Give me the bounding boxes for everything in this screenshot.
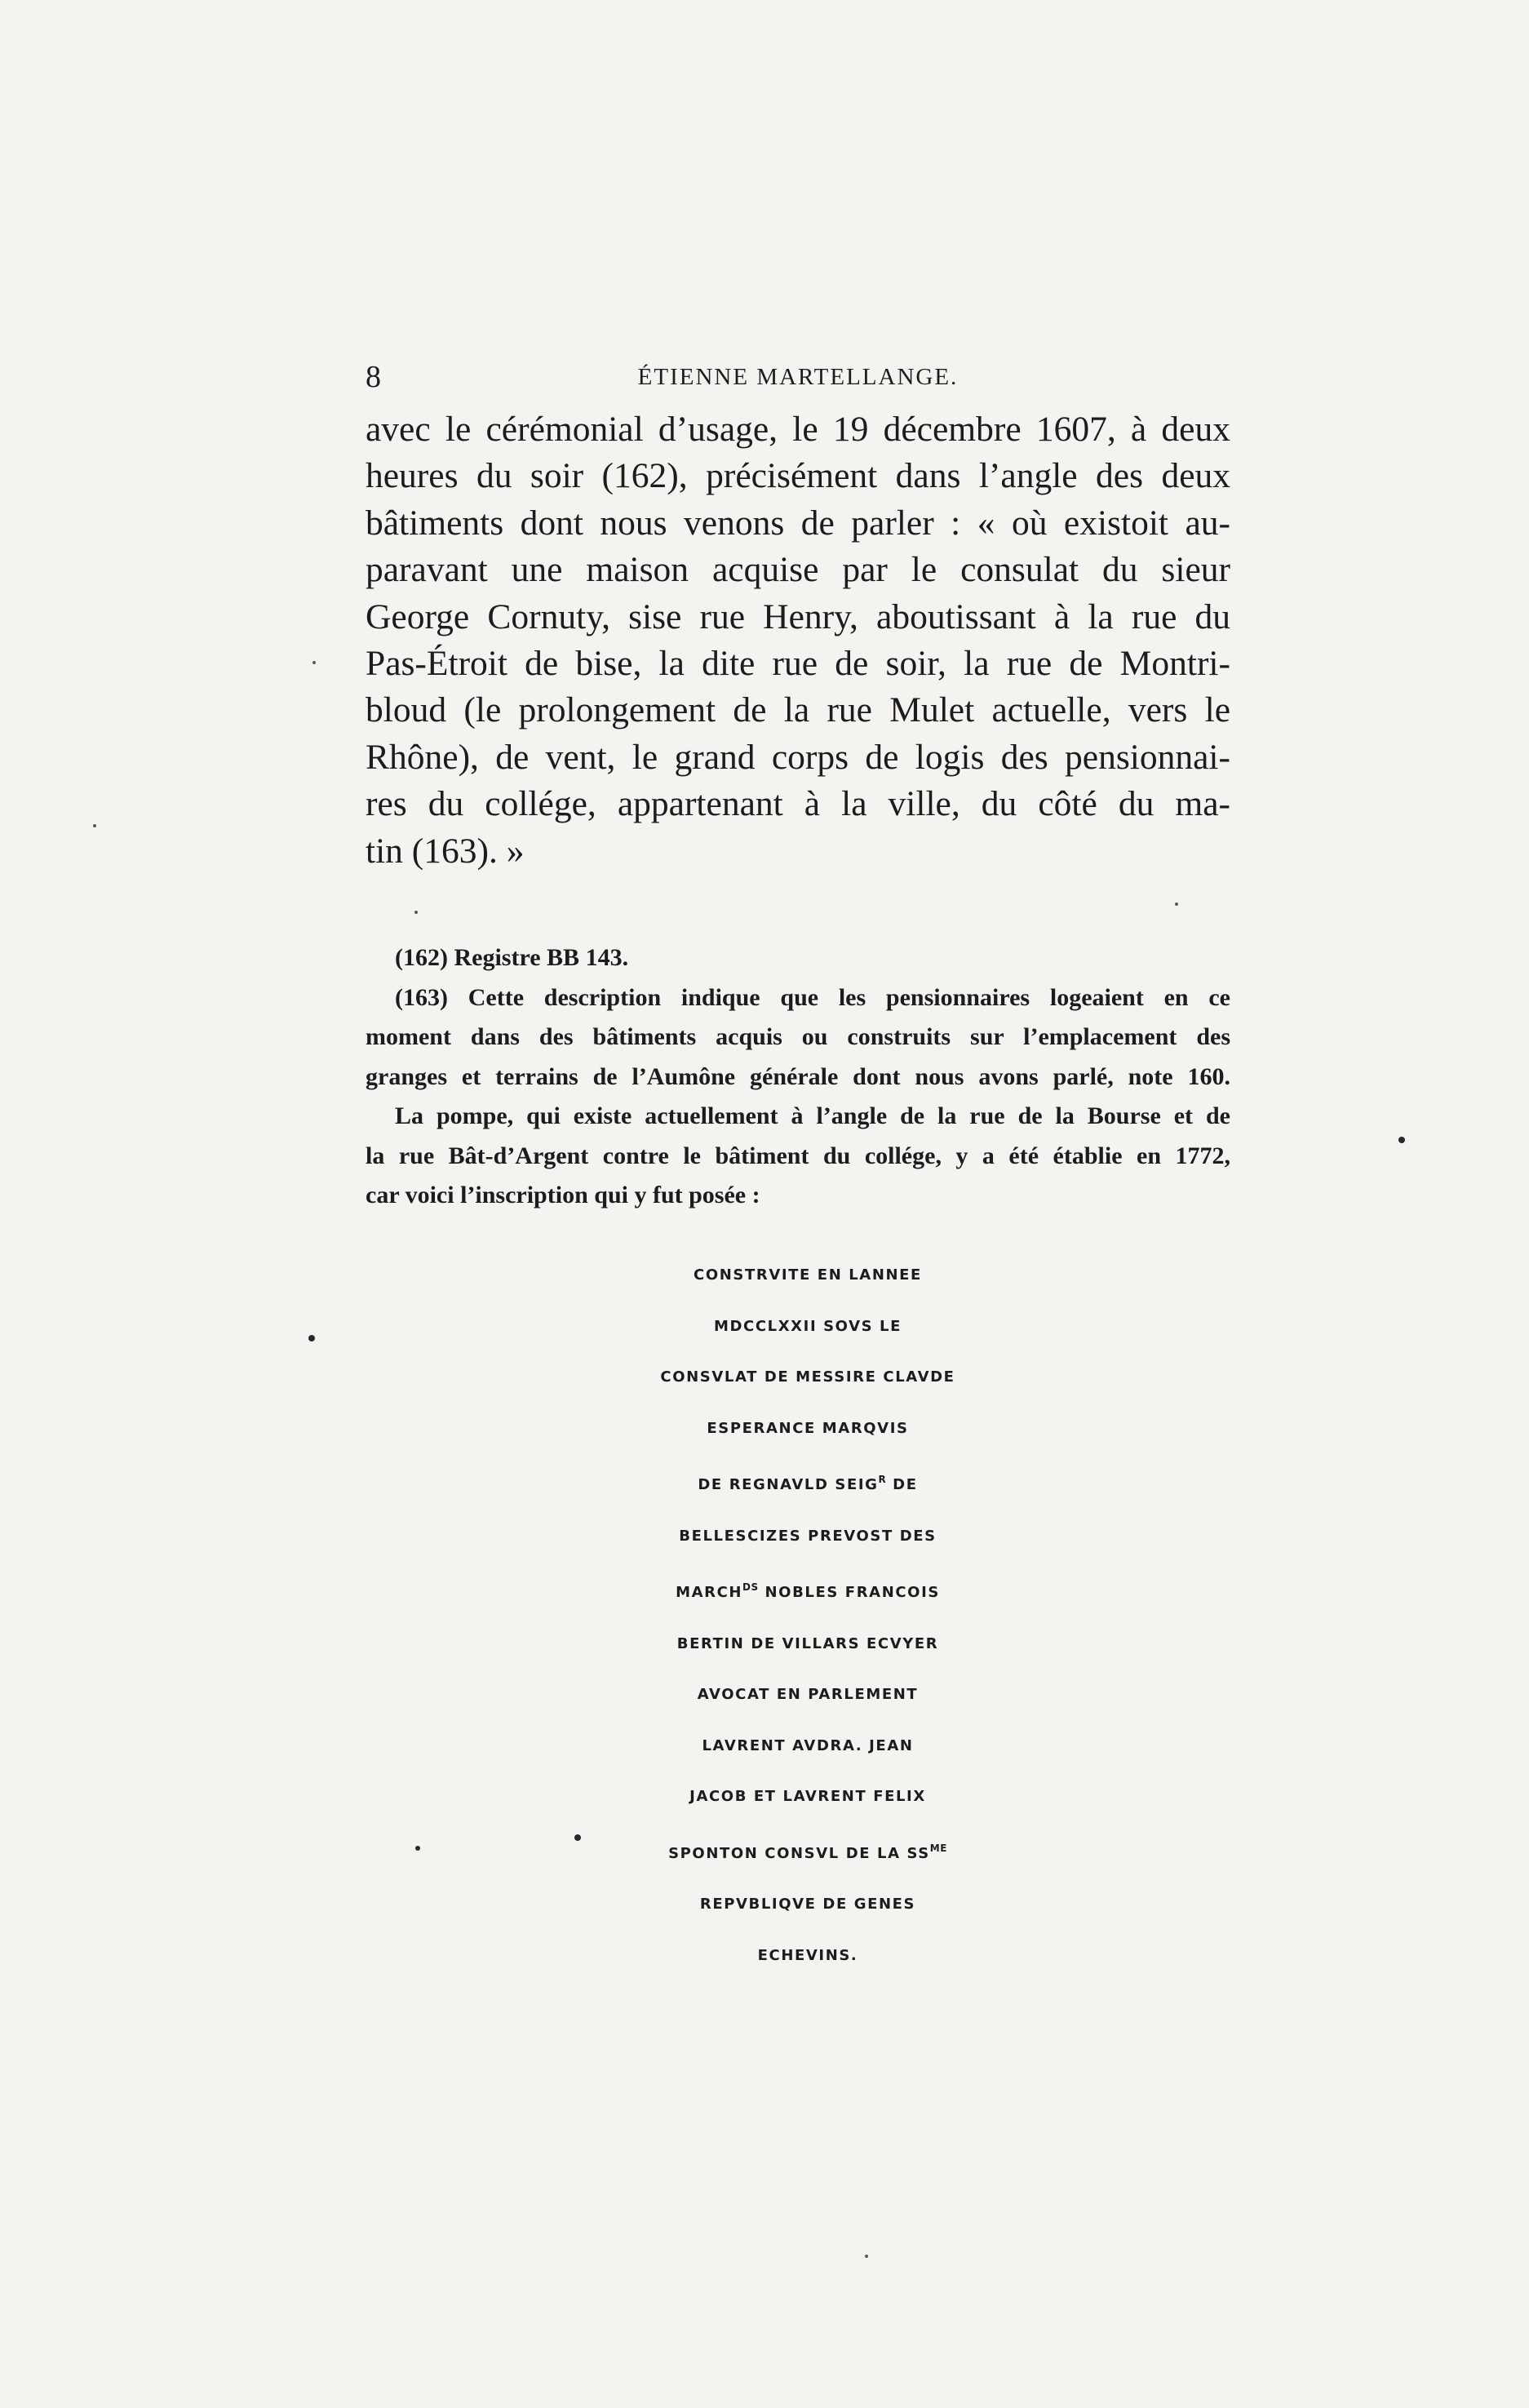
page-number: 8 <box>366 360 381 394</box>
footnote-162: (162) Registre BB 143. <box>395 944 629 971</box>
ink-speck <box>308 1335 315 1341</box>
inscription-text: SPONTON CONSVL DE LA SS <box>668 1844 930 1862</box>
inscription-text: DE <box>886 1476 918 1493</box>
running-title: ÉTIENNE MARTELLANGE. <box>637 364 959 390</box>
body-line: paravant une maison acquise par le consulat du sieur <box>366 550 1230 590</box>
ink-speck <box>865 2255 868 2258</box>
inscription-superscript: ME <box>929 1842 947 1854</box>
inscription-line: ECHEVINS. <box>757 1946 858 1964</box>
ink-speck <box>1398 1137 1405 1143</box>
ink-speck <box>93 824 96 827</box>
ink-speck <box>312 661 316 664</box>
inscription-line: LAVRENT AVDRA. JEAN <box>702 1736 914 1754</box>
body-line: tin (163). » <box>366 831 525 871</box>
inscription-line: REPVBLIQVE DE GENES <box>699 1896 916 1913</box>
footnote-163-line: granges et terrains de l’Aumône générale dont nous avons parlé, note 160. <box>366 1062 1230 1090</box>
inscription-text: NOBLES FRANCOIS <box>758 1584 940 1601</box>
inscription-line: AVOCAT EN PARLEMENT <box>697 1686 919 1703</box>
inscription-superscript: R <box>878 1474 887 1485</box>
inscription-superscript: DS <box>742 1581 759 1593</box>
inscription-line: ESPERANCE MARQVIS <box>707 1419 909 1437</box>
inscription-text: MARCH <box>676 1584 743 1601</box>
inscription-line: CONSVLAT DE MESSIRE CLAVDE <box>660 1368 955 1386</box>
inscription-line: BERTIN DE VILLARS ECVYER <box>676 1634 939 1652</box>
footnote-pompe-line: car voici l’inscription qui y fut posée : <box>366 1182 760 1208</box>
footnote-163-line: moment dans des bâtiments acquis ou construits sur l’emplacement des <box>366 1023 1230 1050</box>
body-line: George Cornuty, sise rue Henry, aboutissant à la rue du <box>366 596 1230 636</box>
body-line: Pas-Étroit de bise, la dite rue de soir, la rue de Montri- <box>366 644 1230 684</box>
footnote-pompe-line: la rue Bât-d’Argent contre le bâtiment du collége, y a été établie en 1772, <box>366 1142 1230 1169</box>
body-line: avec le cérémonial d’usage, le 19 décembre 1607, à deux <box>366 410 1230 449</box>
body-line: Rhône), de vent, le grand corps de logis des pensionnai- <box>366 737 1230 777</box>
body-line: heures du soir (162), précisément dans l’angle des deux <box>366 456 1230 496</box>
ink-speck <box>415 1846 420 1851</box>
footnote-163-line: (163) Cette description indique que les pensionnaires logeaient en ce <box>395 983 1230 1011</box>
body-line: bloud (le prolongement de la rue Mulet actuelle, vers le <box>366 690 1230 730</box>
inscription-text: DE REGNAVLD SEIG <box>698 1476 879 1493</box>
footnote-pompe-line: La pompe, qui existe actuellement à l’angle de la rue de la Bourse et de <box>395 1102 1230 1129</box>
inscription-line: BELLESCIZES PREVOST DES <box>679 1527 937 1545</box>
inscription-line: CONSTRVITE EN LANNEE <box>694 1266 922 1284</box>
ink-speck <box>1175 902 1178 906</box>
ink-speck <box>574 1834 581 1841</box>
body-line: bâtiments dont nous venons de parler : « où existoit au- <box>366 503 1230 543</box>
inscription-line: MDCCLXXII SOVS LE <box>713 1317 902 1335</box>
ink-speck <box>414 911 418 914</box>
inscription-line: JACOB ET LAVRENT FELIX <box>689 1788 926 1805</box>
body-line: res du collége, appartenant à la ville, du côté du ma- <box>366 784 1230 824</box>
